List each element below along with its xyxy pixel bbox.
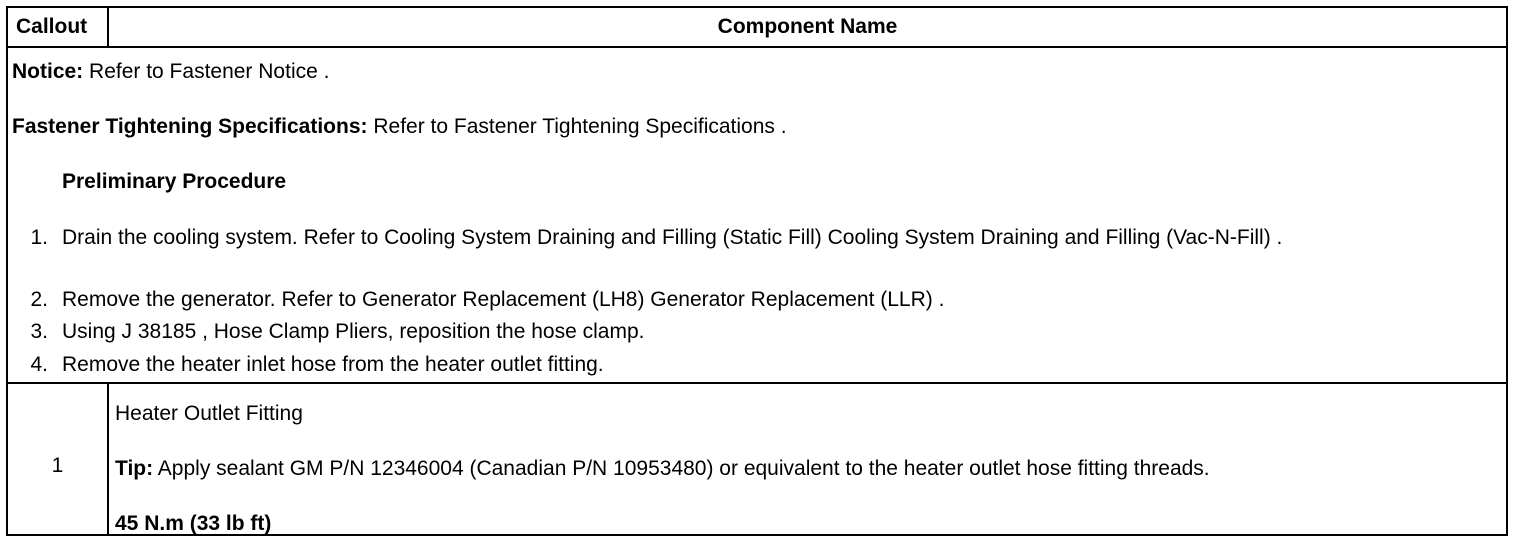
step-number: 2.: [30, 288, 48, 311]
tip-label: Tip:: [115, 457, 154, 480]
step-text: Drain the cooling system. Refer to Cooling System Draining and Filling (Static Fill) Cooling System Draining and Filling (Vac-N-Fill) .: [62, 226, 1283, 249]
fastener-spec-label: Fastener Tightening Specifications:: [12, 115, 368, 138]
step-number: 3.: [30, 320, 48, 343]
step-text: Using J 38185 , Hose Clamp Pliers, reposition the hose clamp.: [62, 320, 645, 343]
step-number: 4.: [30, 353, 48, 376]
callout-column-header: Callout: [8, 8, 109, 46]
tip-text: Apply sealant GM P/N 12346004 (Canadian P/N 10953480) or equivalent to the heater outlet hose fitting threads.: [153, 457, 1210, 480]
callout-cell: [8, 384, 109, 534]
callout-number: 1: [51, 454, 64, 477]
fastener-spec-text: Refer to Fastener Tightening Specifications .: [367, 115, 787, 138]
preliminary-section: [8, 48, 1506, 384]
torque-spec: 45 N.m (33 lb ft): [115, 512, 272, 535]
step-number: 1.: [30, 226, 48, 249]
notice-line: [12, 60, 329, 84]
component-name: Heater Outlet Fitting: [115, 402, 303, 425]
notice-label: Notice:: [12, 60, 84, 83]
table-row: [8, 384, 1506, 534]
fastener-spec-line: [12, 115, 787, 139]
step-text: Remove the heater inlet hose from the heater outlet fitting.: [62, 353, 604, 376]
component-name-column-header: Component Name: [717, 15, 898, 38]
table-header-row: [8, 8, 1506, 48]
notice-text: Refer to Fastener Notice .: [83, 60, 330, 83]
component-table: [6, 6, 1508, 536]
tip-line: [115, 457, 1210, 481]
preliminary-procedure-title: Preliminary Procedure: [62, 170, 287, 193]
step-text: Remove the generator. Refer to Generator Replacement (LH8) Generator Replacement (LLR) .: [62, 288, 945, 311]
